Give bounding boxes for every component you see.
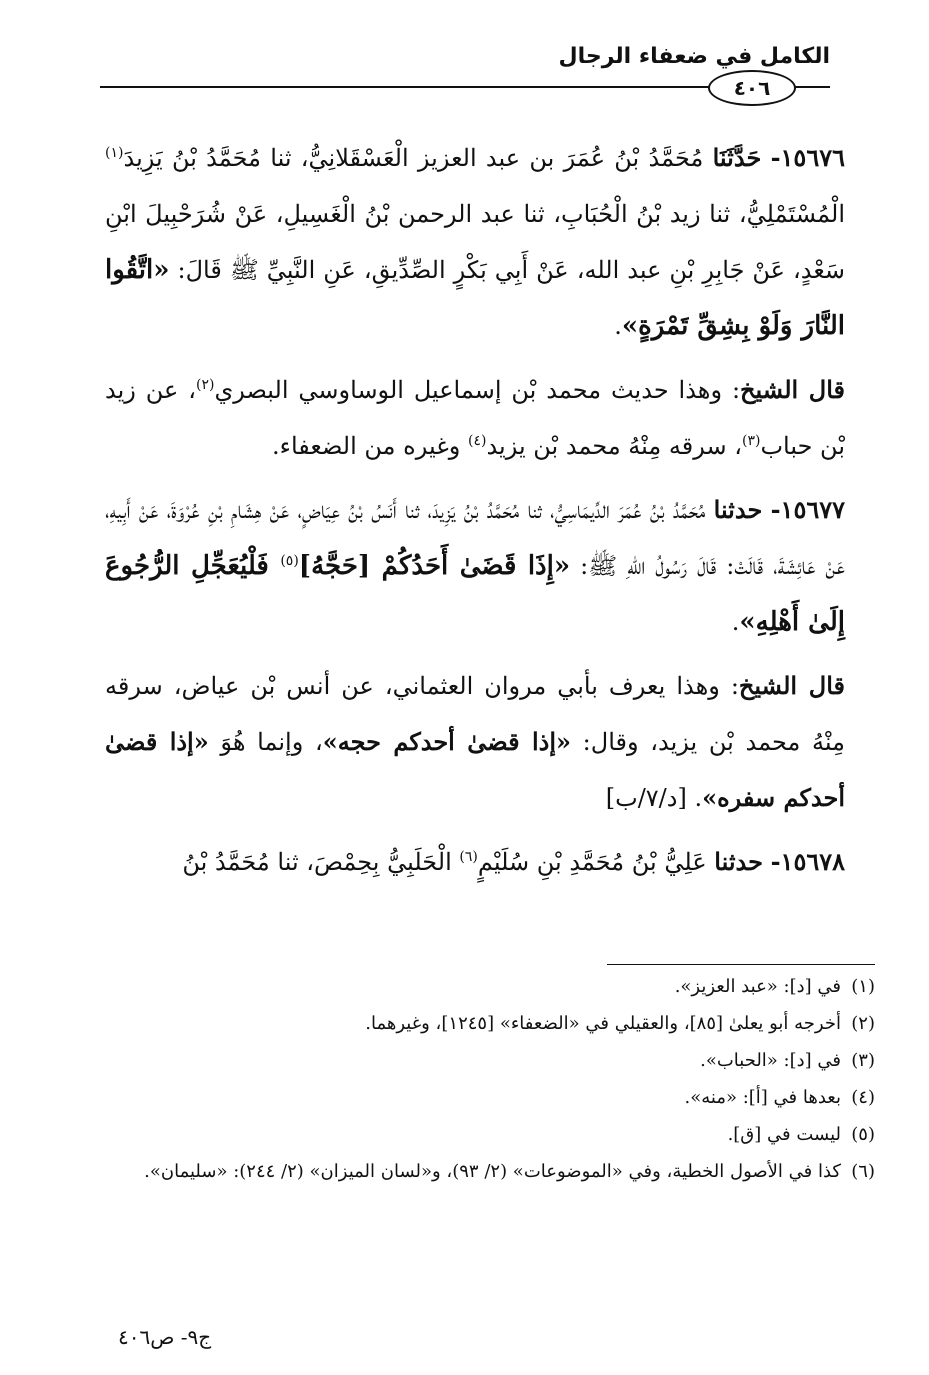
haddathana-word: حدثنا xyxy=(714,847,763,876)
hadith-paragraph-15678 xyxy=(105,834,845,890)
footnote-item xyxy=(105,1042,875,1079)
quoted-text: «إذا قضىٰ أحدكم حجه» xyxy=(322,727,571,756)
hadith-paragraph-15677 xyxy=(105,482,845,650)
period: . xyxy=(614,312,622,340)
footnote-number: (٥) xyxy=(851,1124,875,1145)
shaykh-label: قال الشيخ xyxy=(740,375,846,404)
footnote-item xyxy=(105,968,875,1005)
hadith-number: ١٥٦٧٨- xyxy=(770,847,845,876)
footnote-number: (٤) xyxy=(851,1087,875,1108)
footnote-text: كذا في الأصول الخطية، وفي «الموضوعات» (٢/ ٩٣)، و«لسان الميزان» (٢/ ٢٤٤): «سليمان». xyxy=(144,1161,841,1182)
footnote-rule xyxy=(607,964,875,965)
comment-text: . [د/٧/ب] xyxy=(605,784,703,812)
footnote-text: ليست في [ق]. xyxy=(727,1124,841,1145)
isnad-text: مُحَمَّدُ بْنُ عُمَرَ الدِّيمَاسِيُّ، ثنا مُحَمَّدُ بْنُ يَزِيدَ، ثنا أَنَسُ بْنُ عِيَاضٍ، عَنْ هِشَامِ بْنِ عُرْوَةَ، عَنْ أَبِيهِ، عَنْ عَائِشَةَ، قَالَتْ: قَالَ رَسُولُ اللهِ ﷺ: xyxy=(105,496,845,580)
isnad-text: الْمُسْتَمْلِيُّ، ثنا زيد بْنُ الْحُبَابِ، ثنا عبد الرحمن بْنُ الْغَسِيلِ، عَنْ شُرَحْبِيلَ ابْنِ سَعْدٍ، عَنْ جَابِرِ بْنِ عبد الله، عَنْ أَبِي بَكْرٍ الصِّدِّيقِ، عَنِ النَّبِيِّ ﷺ قَالَ: xyxy=(105,200,845,284)
footnote-text: في [د]: «الحباب». xyxy=(700,1050,841,1071)
footnote-number: (٦) xyxy=(851,1161,875,1182)
main-text xyxy=(105,130,845,896)
footnote-number: (٢) xyxy=(851,1013,875,1034)
comment-text: : وهذا يعرف بأبي مروان العثماني، عن أنس بْن عياض، سرقه مِنْهُ محمد بْن يزيد، وقال: xyxy=(105,672,845,756)
book-title: الكامل في ضعفاء الرجال xyxy=(558,44,830,69)
hadith-matn: «اتَّقُوا النَّارَ وَلَوْ بِشِقِّ تَمْرَةٍ» xyxy=(105,255,845,341)
haddathana-word: حدثنا xyxy=(713,495,763,524)
shaykh-comment xyxy=(105,362,845,474)
hadith-paragraph-15676 xyxy=(105,130,845,354)
hadith-matn: فَلْيُعَجِّلِ الرُّجُوعَ إِلَىٰ أَهْلِهِ» xyxy=(105,551,845,637)
comment-text: ، سرقه مِنْهُ محمد بْن يزيد xyxy=(486,432,742,460)
hadith-number: ١٥٦٧٦- xyxy=(770,143,845,172)
footnote-number: (١) xyxy=(851,976,875,997)
footnote-number: (٣) xyxy=(851,1050,875,1071)
comment-text: : وهذا حديث محمد بْن إسماعيل الوساوسي البصري xyxy=(214,376,741,404)
comment-text: ، وإنما هُوَ xyxy=(208,728,323,756)
comment-text: ، عن زيد بْن حباب xyxy=(105,376,845,460)
isnad-text: عَلِيُّ بْنُ مُحَمَّدِ بْنِ سُلَيْمٍ xyxy=(477,848,715,876)
hadith-number: ١٥٦٧٧- xyxy=(770,495,845,524)
footnotes xyxy=(105,968,875,1190)
footnote-text: أخرجه أبو يعلىٰ [٨٥]، والعقيلي في «الضعفاء» [١٢٤٥]، وغيرهما. xyxy=(365,1013,841,1034)
footnote-marker: (١) xyxy=(105,145,124,161)
haddathana-word: حَدَّثَنَا xyxy=(712,143,762,172)
comment-text: وغيره من الضعفاء. xyxy=(272,432,468,460)
isnad-text: مُحَمَّدُ بْنُ عُمَرَ بن عبد العزيز الْعَسْقَلانِيُّ، ثنا مُحَمَّدُ بْنُ يَزِيدَ xyxy=(123,144,713,172)
shaykh-label: قال الشيخ xyxy=(738,671,846,700)
footnote-marker: (٢) xyxy=(196,377,215,393)
volume-page-reference: ج٩- ص٤٠٦ xyxy=(118,1325,212,1349)
quoted-text: «إذا قضىٰ أحدكم سفره» xyxy=(105,727,845,812)
page-header xyxy=(100,38,830,100)
footnote-item xyxy=(105,1116,875,1153)
footnote-marker: (٤) xyxy=(467,433,487,449)
footnote-text: بعدها في [أ]: «منه». xyxy=(684,1087,841,1108)
footnote-item xyxy=(105,1005,875,1042)
footnote-text: في [د]: «عبد العزيز». xyxy=(674,976,841,997)
footnote-item xyxy=(105,1079,875,1116)
isnad-text: الْحَلَبِيُّ بِحِمْصَ، ثنا مُحَمَّدُ بْنُ xyxy=(182,848,460,876)
footnote-marker: (٥) xyxy=(280,553,299,569)
footnote-marker: (٦) xyxy=(459,849,478,865)
hadith-matn: «إِذَا قَضَىٰ أَحَدُكُمْ [حَجَّهُ] xyxy=(298,551,571,581)
period: . xyxy=(731,608,740,636)
footnote-item xyxy=(105,1153,875,1190)
page-number-badge: ٤٠٦ xyxy=(708,70,796,106)
shaykh-comment xyxy=(105,658,845,826)
footnote-marker: (٣) xyxy=(741,433,761,449)
